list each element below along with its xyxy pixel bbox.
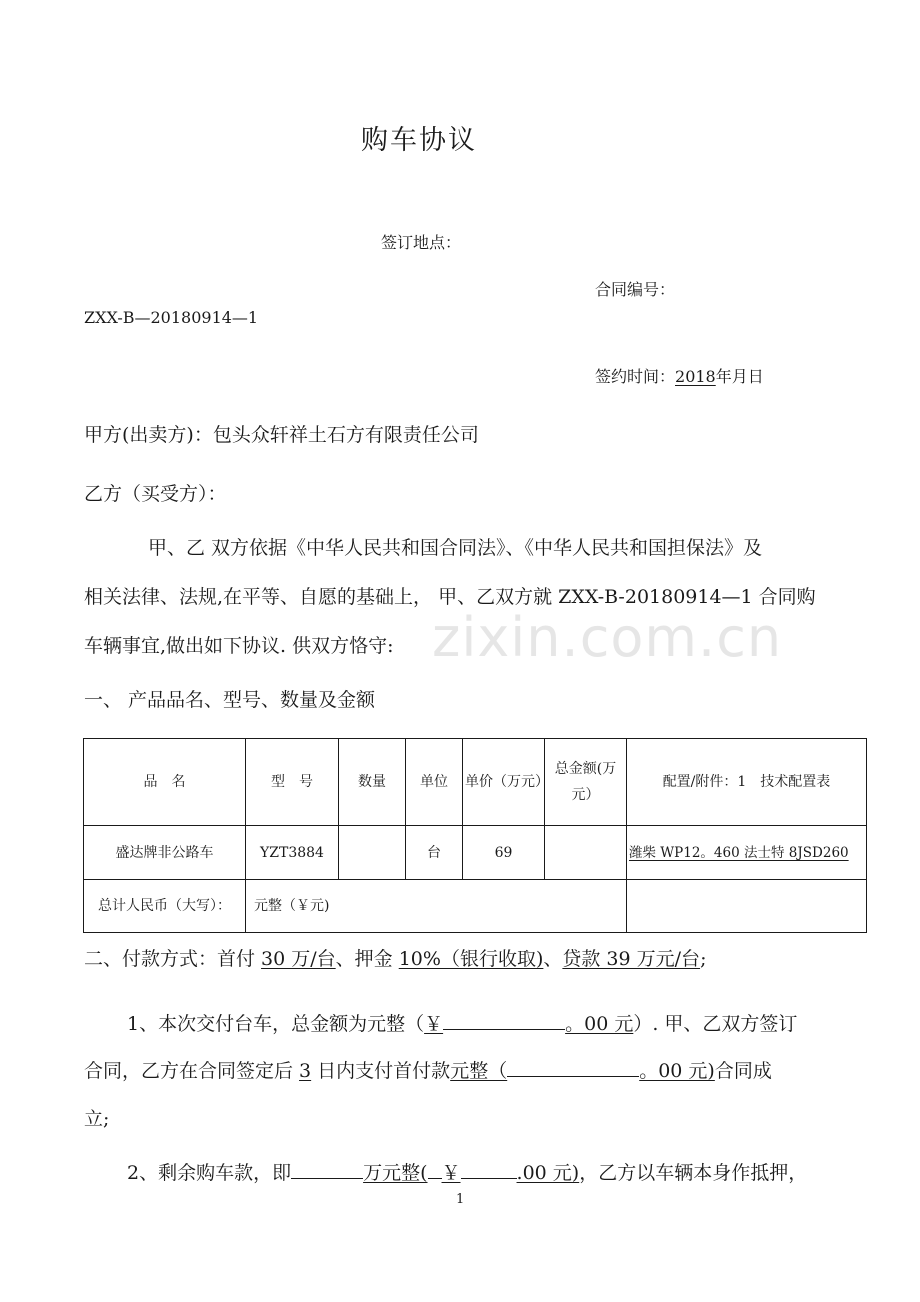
table-total-row (84, 880, 867, 933)
payment-prefix: 二、付款方式：首付 (84, 948, 262, 970)
table-row (84, 826, 867, 880)
first-payment-text: 元整（ (450, 1060, 508, 1082)
table-cell: 69 (463, 826, 545, 880)
clause-1-text: ）. 甲、乙双方签订 (633, 1013, 798, 1035)
sign-time-label: 签约时间： (595, 367, 676, 386)
payment-mid2: 、 (543, 948, 563, 970)
section-1-heading: 一、 产品品名、型号、数量及金额 (84, 689, 376, 711)
clause-2-text: 2、剩余购车款，即 (127, 1162, 292, 1184)
header-cell: 总金额(万元） (545, 739, 627, 826)
party-a (84, 420, 479, 447)
amount-suffix: 。00 元) (639, 1060, 715, 1082)
header-cell: 配置/附件：1 技术配置表 (627, 739, 867, 826)
party-a-text: 甲方(出卖方)：包头众轩祥土石方有限责任公司 (84, 424, 479, 446)
preamble-line-3: 车辆事宜,做出如下协议. 供双方恪守: (84, 635, 394, 657)
amount-blank (443, 1009, 565, 1030)
amount-blank (461, 1158, 517, 1179)
days-value: 3 (299, 1060, 312, 1082)
table-cell (339, 826, 406, 880)
clause-1-line-2 (84, 1056, 772, 1083)
amount-blank (507, 1056, 639, 1077)
amount-suffix: .00 元) (516, 1162, 580, 1184)
table-cell (627, 880, 867, 933)
clause-1-line-1 (127, 1009, 797, 1036)
contract-no-label: 合同编号： (595, 280, 676, 299)
sign-time-rest: 年月日 (715, 367, 764, 386)
product-table (83, 738, 867, 933)
loan: 贷款 39 万元/台 (562, 948, 701, 970)
table-cell: YZT3884 (246, 826, 339, 880)
clause-1-text: 1、本次交付台车，总金额为元整（ (127, 1013, 425, 1035)
amount-blank (291, 1158, 363, 1179)
clause-1-text: 合同，乙方在合同签定后 (84, 1060, 300, 1082)
header-cell: 品 名 (84, 739, 246, 826)
table-header-row (84, 739, 867, 826)
clause-1-text: 日内支付首付款 (311, 1060, 451, 1082)
table-cell: 台 (406, 826, 463, 880)
deposit: 10%（银行收取) (398, 948, 544, 970)
preamble-line-2: 相关法律、法规,在平等、自愿的基础上， 甲、乙双方就 ZXX-B-20180914—1 合同购 (84, 586, 816, 608)
total-label: 总计人民币（大写）： (84, 880, 246, 933)
sign-time-year: 2018 (675, 367, 716, 386)
amount-suffix: 。00 元 (565, 1013, 634, 1035)
payment-mid: 、押金 (335, 948, 399, 970)
page-number: 1 (456, 1192, 465, 1207)
clause-2-text: ，乙方以车辆本身作抵押， (579, 1162, 808, 1184)
clause-2-line-1 (127, 1158, 807, 1185)
yen-sign: ￥ (441, 1162, 461, 1184)
header-cell: 型 号 (246, 739, 339, 826)
table-cell (545, 826, 627, 880)
clause-1-line-3: 立; (84, 1108, 110, 1130)
payment-end: ; (700, 948, 707, 970)
header-cell: 单价（万元） (463, 739, 545, 826)
contract-no: ZXX-B—20180914—1 (84, 308, 259, 327)
total-value: 元整（￥元) (246, 880, 627, 933)
amount-blank (428, 1158, 442, 1179)
document-title: 购车协议 (361, 125, 477, 156)
preamble-line-1: 甲、乙 双方依据《中华人民共和国合同法》、《中华人民共和国担保法》及 (148, 537, 763, 559)
party-b: 乙方（买受方）： (84, 483, 227, 505)
watermark: zixin.com.cn (432, 606, 783, 669)
section-2-payment (84, 944, 706, 971)
sign-time (595, 364, 764, 387)
sign-place-label: 签订地点： (381, 233, 462, 252)
amount-unit: 万元整( (363, 1162, 428, 1184)
yen-sign: ￥ (424, 1013, 444, 1035)
first-payment-blank (450, 1060, 715, 1082)
clause-1-text: 合同成 (714, 1060, 772, 1082)
table-cell: 盛达牌非公路车 (84, 826, 246, 880)
total-amount-blank (424, 1013, 633, 1035)
down-payment: 30 万/台 (261, 948, 336, 970)
header-cell: 单位 (406, 739, 463, 826)
table-cell: 潍柴 WP12。460 法士特 8JSD260 (627, 826, 867, 880)
header-cell: 数量 (339, 739, 406, 826)
remaining-amount-blank (291, 1162, 579, 1184)
